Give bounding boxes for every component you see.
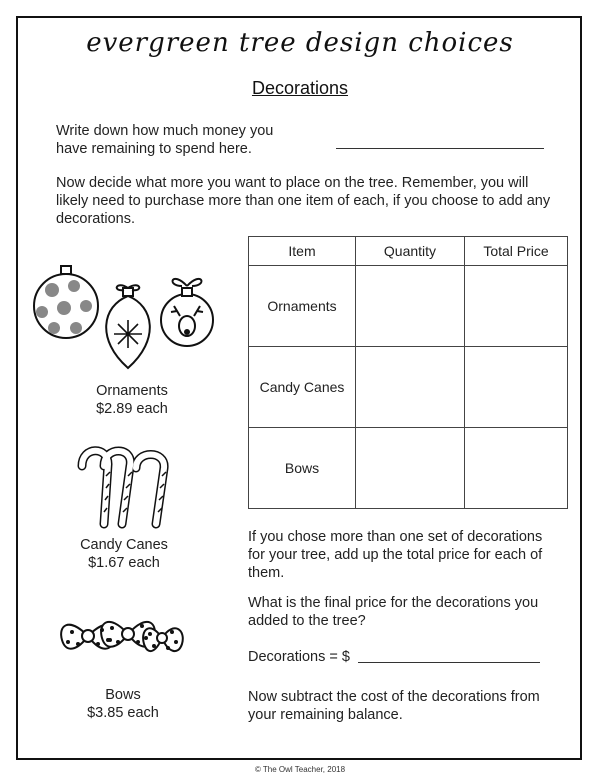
final-price-prompt: What is the final price for the decorations you added to the tree? bbox=[248, 595, 539, 629]
header-total-price: Total Price bbox=[465, 237, 568, 266]
candy-canes-name: Candy Canes bbox=[80, 537, 168, 553]
total-price-cell[interactable] bbox=[465, 428, 568, 509]
quantity-cell[interactable] bbox=[356, 428, 465, 509]
bows-name: Bows bbox=[105, 687, 141, 703]
table-row bbox=[249, 347, 568, 428]
header-item: Item bbox=[249, 237, 356, 266]
row-item-candy-canes: Candy Canes bbox=[249, 347, 356, 428]
quantity-cell[interactable] bbox=[356, 266, 465, 347]
total-price-cell[interactable] bbox=[465, 266, 568, 347]
ornaments-name: Ornaments bbox=[96, 383, 168, 399]
ornaments-price: $2.89 each bbox=[96, 401, 168, 417]
table-header-row bbox=[249, 237, 568, 266]
money-prompt: Write down how much money you have remaining to spend here. bbox=[56, 123, 274, 157]
candy-canes-icon bbox=[74, 444, 174, 530]
row-item-bows: Bows bbox=[249, 428, 356, 509]
table-row bbox=[249, 428, 568, 509]
copyright-footer: © The Owl Teacher, 2018 bbox=[254, 765, 346, 774]
quantity-cell[interactable] bbox=[356, 347, 465, 428]
decorations-table bbox=[248, 236, 568, 509]
candy-canes-caption bbox=[49, 536, 199, 572]
row-item-ornaments: Ornaments bbox=[249, 266, 356, 347]
bows-price: $3.85 each bbox=[87, 705, 159, 721]
subtract-prompt: Now subtract the cost of the decorations from your remaining balance. bbox=[248, 689, 540, 723]
total-price-cell[interactable] bbox=[465, 347, 568, 428]
sum-prompt: If you chose more than one set of decorations for your tree, add up the total price for each of them. bbox=[248, 529, 543, 581]
candy-canes-price: $1.67 each bbox=[88, 555, 160, 571]
table-row bbox=[249, 266, 568, 347]
header-quantity: Quantity bbox=[356, 237, 465, 266]
bows-caption bbox=[48, 686, 198, 722]
section-subtitle: Decorations bbox=[251, 78, 349, 98]
ornaments-icon bbox=[30, 262, 215, 377]
money-answer-line[interactable] bbox=[336, 148, 544, 149]
bows-icon bbox=[58, 606, 188, 666]
page-title: evergreen tree design choices bbox=[86, 28, 514, 58]
decorations-answer-line[interactable] bbox=[358, 662, 540, 663]
instructions-text: Now decide what more you want to place on the tree. Remember, you will likely need to purchase more than one item of each, if you choose to add any decorations. bbox=[56, 175, 551, 227]
decorations-label: Decorations = $ bbox=[248, 649, 350, 665]
ornaments-caption bbox=[57, 382, 207, 418]
